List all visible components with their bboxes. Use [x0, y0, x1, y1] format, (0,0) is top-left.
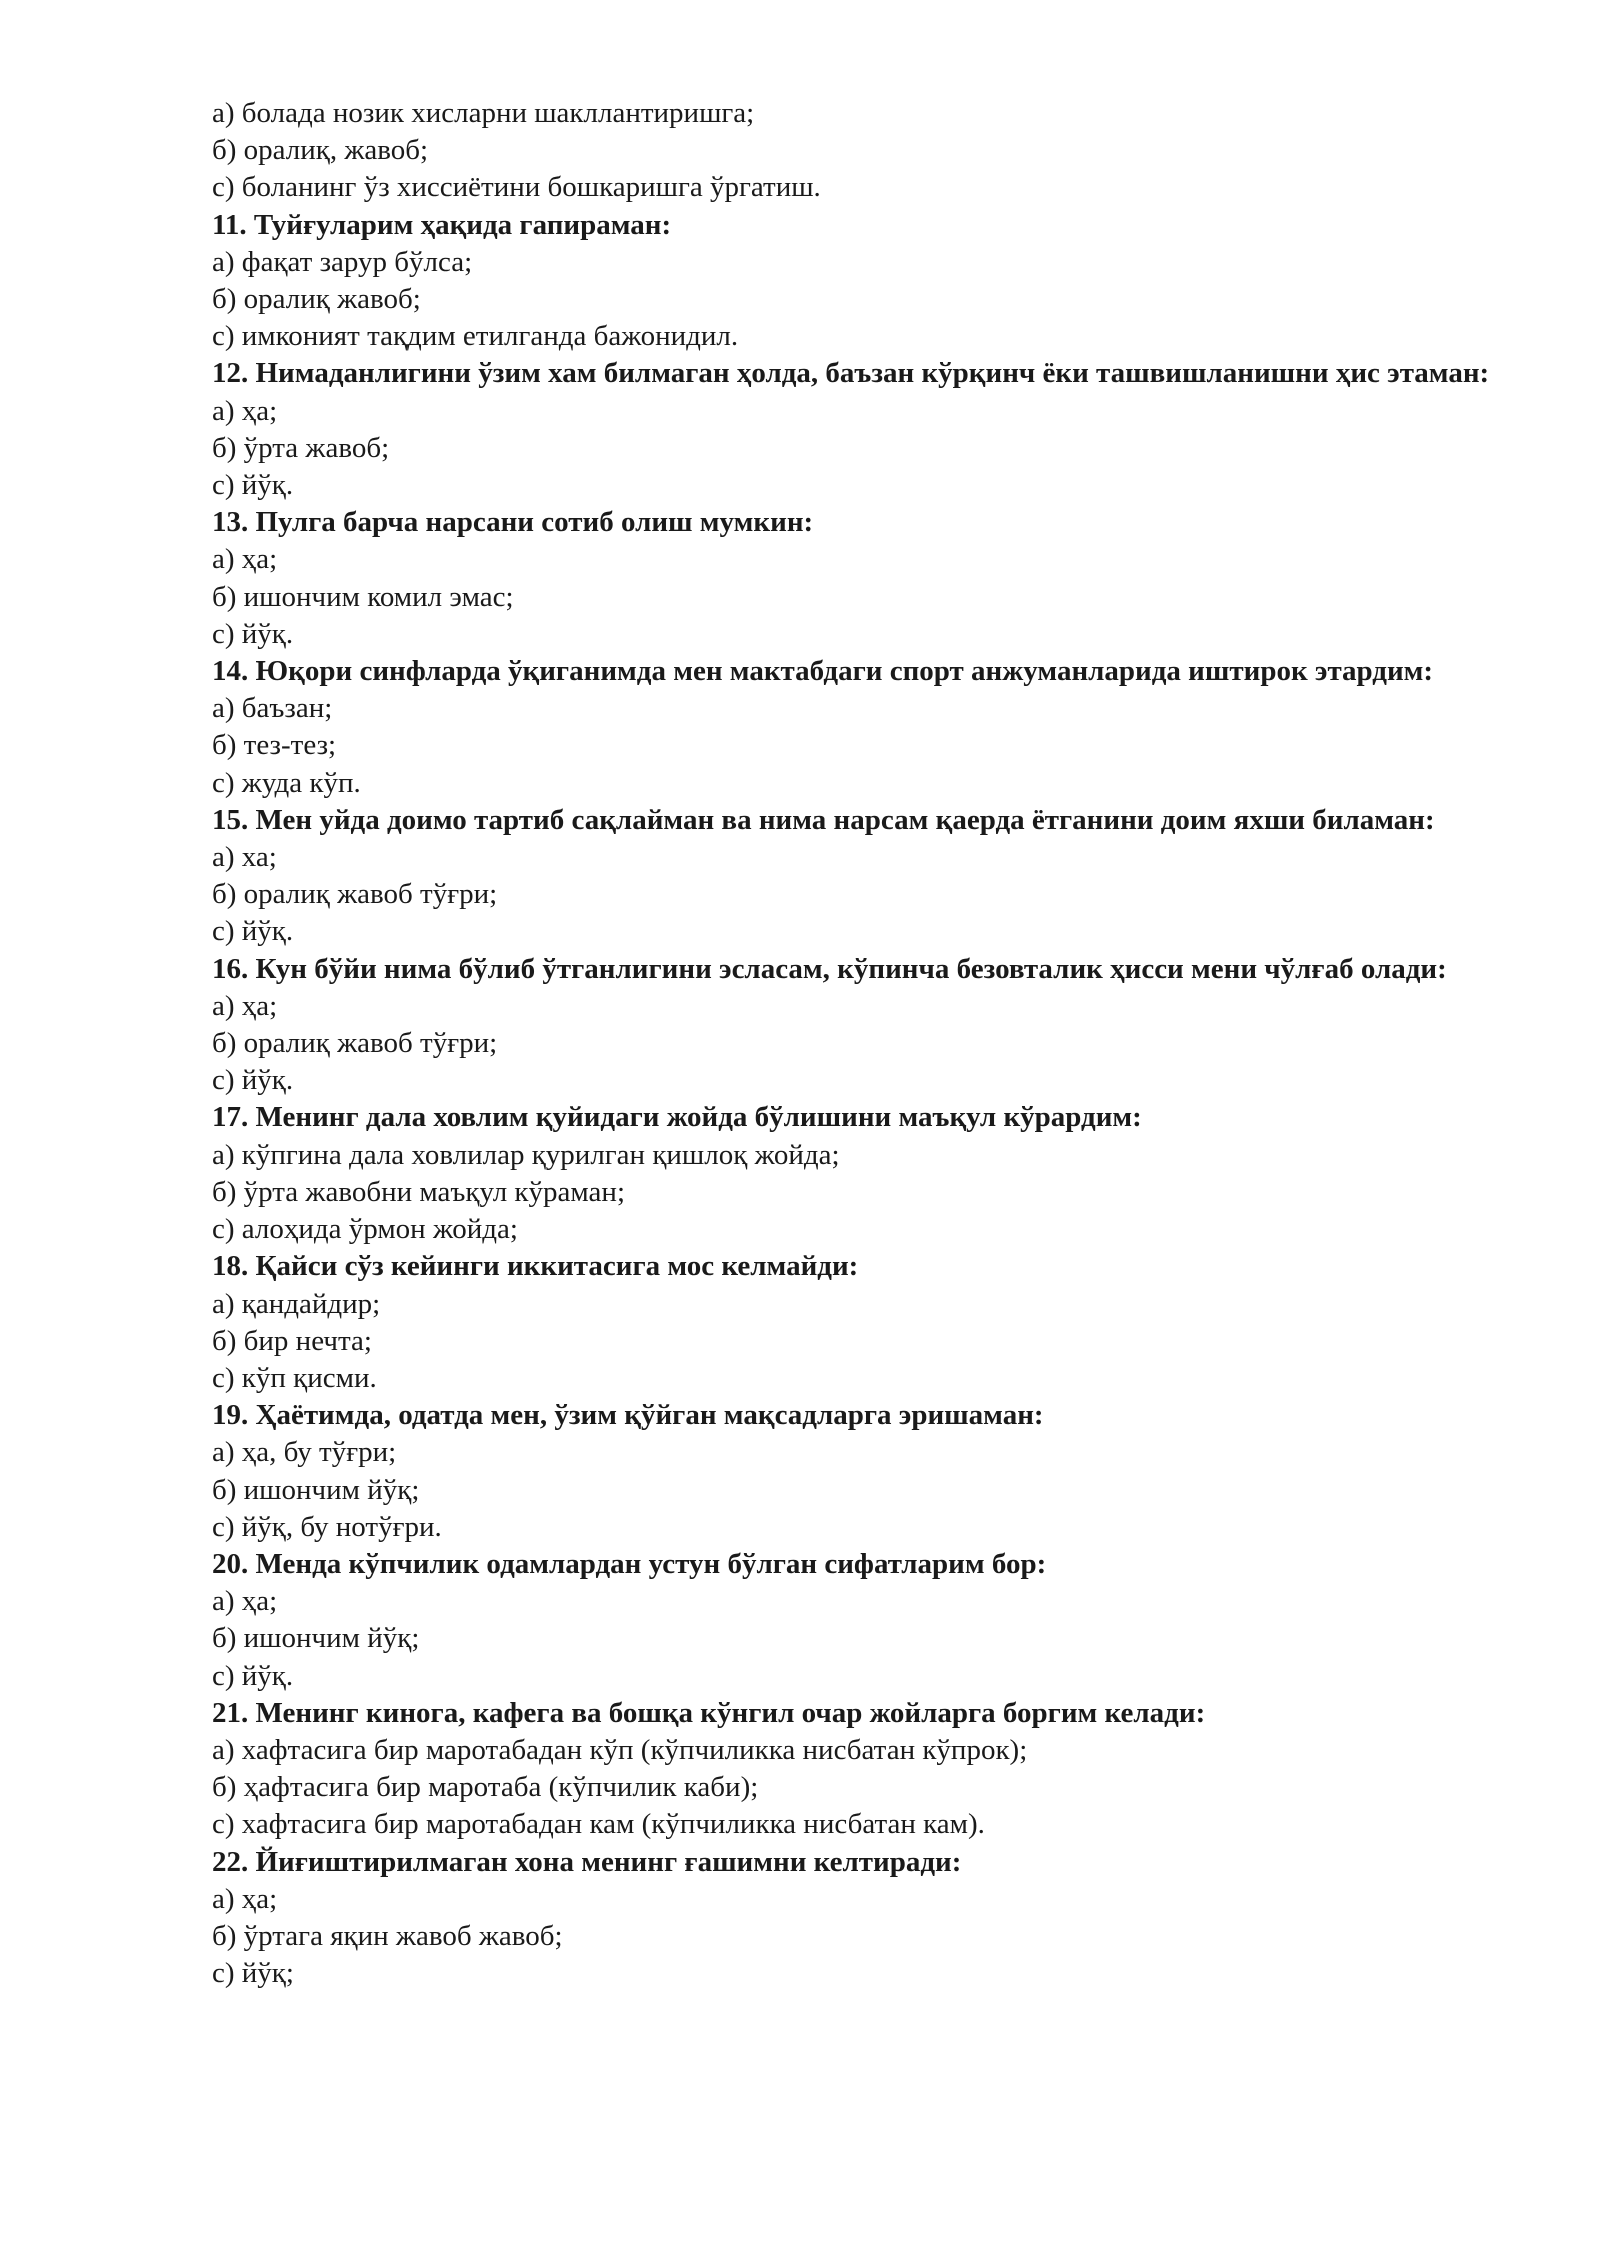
question-block — [116, 1844, 1494, 1993]
answer-option: б) ўрта жавоб; — [212, 431, 390, 464]
question-number: 18 — [212, 1250, 241, 1283]
question-block — [116, 355, 1494, 504]
question-number: 13 — [212, 506, 241, 539]
answer-option: с) имконият тақдим етилганда бажонидил. — [212, 320, 739, 353]
question-number: 16 — [212, 952, 241, 985]
question-block — [116, 653, 1494, 802]
question-block — [116, 1099, 1494, 1248]
question-statement: Мен уйда доимо тартиб сақлайман ва нима нарсам қаерда ётганини доим яхши биламан: — [255, 803, 1435, 836]
answer-option: б) тез-тез; — [212, 729, 337, 762]
question-statement: Туйғуларим ҳақида гапираман: — [253, 208, 672, 241]
answer-option: с) алоҳида ўрмон жойда; — [212, 1213, 518, 1246]
question-statement: Ҳаётимда, одатда мен, ўзим қўйган мақсадларга эришаман: — [255, 1399, 1044, 1432]
question-number: 11 — [212, 208, 240, 241]
answer-option: б) оралиқ жавоб тўғри; — [212, 878, 498, 911]
document-page — [116, 95, 1494, 1992]
question-number: 14 — [212, 655, 241, 688]
answer-option: а) ҳа; — [212, 394, 278, 427]
question-statement: Нимаданлигини ўзим хам билмаган ҳолда, баъзан кўрқинч ёки ташвишланишни ҳис этаман: — [255, 357, 1490, 390]
answer-option: б) бир нечта; — [212, 1324, 372, 1357]
answer-option: с) йўқ, бу нотўғри. — [212, 1510, 442, 1543]
question-number: 15 — [212, 803, 241, 836]
answer-option: с) боланинг ўз хиссиётини бошкаришга ўргатиш. — [212, 171, 821, 204]
question-block — [116, 1695, 1494, 1844]
answer-option: б) ишончим йўқ; — [212, 1622, 420, 1655]
answer-option: а) болада нозик хисларни шакллантиришга; — [212, 97, 755, 129]
answer-option: а) қандайдир; — [212, 1287, 381, 1320]
question-text: 13. Пулга барча нарсани сотиб олиш мумкин: — [212, 506, 814, 539]
question-statement: Пулга барча нарсани сотиб олиш мумкин: — [255, 506, 814, 539]
question-number: 21 — [212, 1696, 241, 1729]
answer-option: с) йўқ; — [212, 1957, 294, 1990]
answer-option: б) ўртага яқин жавоб жавоб; — [212, 1919, 563, 1952]
question-statement: Қайси сўз кейинги иккитасига мос келмайди: — [255, 1250, 859, 1283]
answer-option: а) ҳа; — [212, 543, 278, 576]
answer-option: б) ўрта жавобни маъқул кўраман; — [212, 1175, 625, 1208]
answer-option: с) йўқ. — [212, 915, 294, 948]
question-statement: Менинг дала ховлим қуйидаги жойда бўлишини маъқул кўрардим: — [255, 1101, 1142, 1134]
answer-option: а) ҳа, бу тўғри; — [212, 1436, 397, 1469]
question-list — [116, 207, 1494, 1993]
question-number: 20 — [212, 1547, 241, 1580]
question-text: 20. Менда кўпчилик одамлардан устун бўлган сифатларим бор: — [212, 1547, 1047, 1580]
question-statement: Менда кўпчилик одамлардан устун бўлган сифатларим бор: — [255, 1547, 1047, 1580]
answer-option: а) ҳа; — [212, 989, 278, 1022]
question-text: 19. Ҳаётимда, одатда мен, ўзим қўйган мақсадларга эришаман: — [212, 1399, 1044, 1432]
answer-option: а) ҳа; — [212, 1585, 278, 1618]
question-text: 22. Йиғиштирилмаган хона менинг ғашимни келтиради: — [212, 1845, 962, 1878]
answer-option: а) ха; — [212, 841, 277, 874]
answer-option: б) ишончим йўқ; — [212, 1473, 420, 1506]
lead-options — [116, 95, 1494, 207]
answer-option: б) оралиқ, жавоб; — [212, 134, 429, 167]
question-text: 12. Нимаданлигини ўзим хам билмаган ҳолда, баъзан кўрқинч ёки ташвишланишни ҳис этаман: — [212, 357, 1490, 390]
question-number: 22 — [212, 1845, 241, 1878]
question-block — [116, 802, 1494, 951]
question-text: 16. Кун бўйи нима бўлиб ўтганлигини эсласам, кўпинча безовталик ҳисси мени чўлғаб олади: — [212, 952, 1447, 985]
answer-option: с) кўп қисми. — [212, 1361, 377, 1394]
question-number: 17 — [212, 1101, 241, 1134]
answer-option: с) жуда кўп. — [212, 766, 361, 799]
answer-option: с) хафтасига бир маротабадан кам (кўпчиликка нисбатан кам). — [212, 1808, 985, 1841]
answer-option: б) оралиқ жавоб тўғри; — [212, 1027, 498, 1060]
question-text: 18. Қайси сўз кейинги иккитасига мос келмайди: — [212, 1250, 859, 1283]
answer-option: с) йўқ. — [212, 1659, 294, 1692]
answer-option: а) ҳа; — [212, 1882, 278, 1915]
answer-option: с) йўқ. — [212, 469, 294, 502]
question-statement: Юқори синфларда ўқиганимда мен мактабдаги спорт анжуманларида иштирок этардим: — [255, 655, 1434, 688]
question-block — [116, 207, 1494, 356]
question-text: 14. Юқори синфларда ўқиганимда мен мактабдаги спорт анжуманларида иштирок этардим: — [212, 655, 1434, 688]
question-text: 17. Менинг дала ховлим қуйидаги жойда бўлишини маъқул кўрардим: — [212, 1101, 1142, 1134]
question-block — [116, 1546, 1494, 1695]
answer-option: б) ҳафтасига бир маротаба (кўпчилик каби); — [212, 1771, 759, 1804]
answer-option: а) баъзан; — [212, 692, 333, 725]
question-text: 11. Туйғуларим ҳақида гапираман: — [212, 208, 672, 241]
answer-option: а) хафтасига бир маротабадан кўп (кўпчиликка нисбатан кўпрок); — [212, 1733, 1028, 1766]
question-text: 21. Менинг кинога, кафега ва бошқа кўнгил очар жойларга боргим келади: — [212, 1696, 1206, 1729]
question-block — [116, 504, 1494, 653]
answer-option: с) йўқ. — [212, 1064, 294, 1097]
answer-option: а) кўпгина дала ховлилар қурилган қишлоқ жойда; — [212, 1138, 840, 1171]
question-block — [116, 951, 1494, 1100]
answer-option: б) оралиқ жавоб; — [212, 283, 421, 316]
question-block — [116, 1397, 1494, 1546]
question-statement: Менинг кинога, кафега ва бошқа кўнгил очар жойларга боргим келади: — [255, 1696, 1206, 1729]
answer-option: б) ишончим комил эмас; — [212, 580, 514, 613]
question-text: 15. Мен уйда доимо тартиб сақлайман ва нима нарсам қаерда ётганини доим яхши биламан: — [212, 803, 1435, 836]
question-number: 12 — [212, 357, 241, 390]
answer-option: а) фақат зарур бўлса; — [212, 245, 473, 278]
question-statement: Кун бўйи нима бўлиб ўтганлигини эсласам, кўпинча безовталик ҳисси мени чўлғаб олади: — [255, 952, 1447, 985]
question-block — [116, 1248, 1494, 1397]
question-statement: Йиғиштирилмаган хона менинг ғашимни келтиради: — [255, 1845, 962, 1878]
answer-option: с) йўқ. — [212, 617, 294, 650]
question-number: 19 — [212, 1399, 241, 1432]
